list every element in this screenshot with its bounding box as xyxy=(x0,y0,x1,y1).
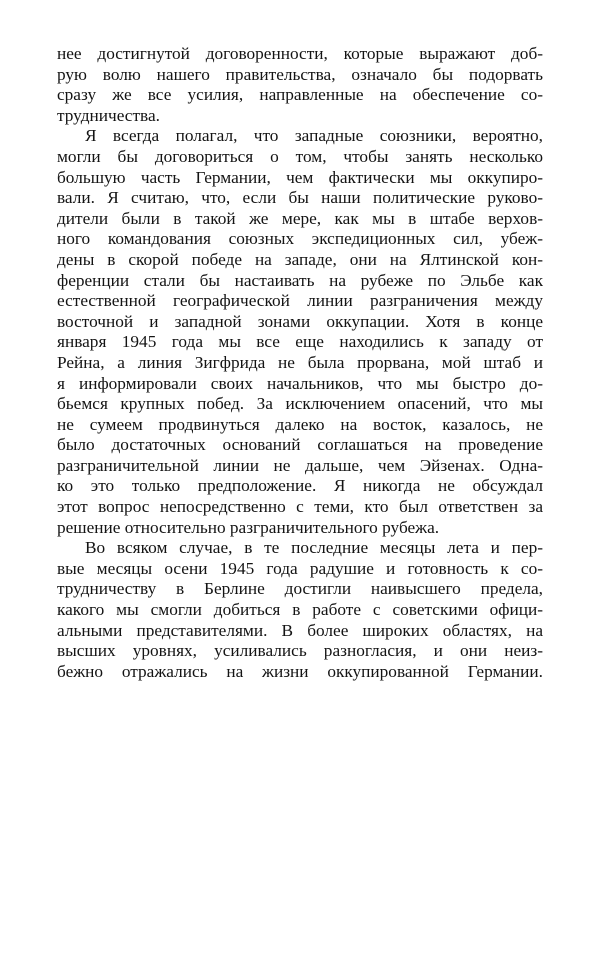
paragraph-2-line-6: ного командования союзных экспедиционных сил, убеж- xyxy=(57,229,543,249)
paragraph-2-line-12: Рейна, а линия Зигфрида не была прорвана, мой штаб и xyxy=(57,352,543,372)
paragraph-2-line-19: этот вопрос непосредственно с теми, кто был ответствен за xyxy=(57,497,543,517)
paragraph-2-line-5: дители были в такой же мере, как мы в штабе верхов- xyxy=(57,208,543,228)
paragraph-2-line-16: было достаточных оснований соглашаться на проведение xyxy=(57,435,543,455)
paragraph-1-line-1: нее достигнутой договоренности, которые выражают доб- xyxy=(57,44,543,63)
paragraph-2-line-17: разграничительной линии не дальше, чем Эйзенах. Одна- xyxy=(57,455,543,475)
paragraph-1-line-4: трудничества. xyxy=(57,105,160,125)
paragraph-2-line-20: решение относительно разграничительного рубежа. xyxy=(57,517,440,537)
paragraph-3-line-6: высших уровнях, усиливались разногласия, и они неиз- xyxy=(57,641,543,661)
paragraph-2-line-11: января 1945 года мы все еще находились к западу от xyxy=(57,332,543,352)
paragraph-2-line-13: я информировали своих начальников, что мы быстро до- xyxy=(57,373,543,393)
paragraph-3-line-2: вые месяцы осени 1945 года радушие и готовность к со- xyxy=(57,558,543,578)
paragraph-3-line-1: Во всяком случае, в те последние месяцы лета и пер- xyxy=(85,538,543,558)
paragraph-2-line-10: восточной и западной зонами оккупации. Хотя в конце xyxy=(57,311,543,331)
paragraph-2-line-1: Я всегда полагал, что западные союзники, вероятно, xyxy=(85,126,543,146)
paragraph-2-line-8: ференции стали бы настаивать на рубеже по Эльбе как xyxy=(57,270,543,290)
paragraph-3-line-7: бежно отражались на жизни оккупированной Германии. xyxy=(57,661,543,681)
paragraph-2-line-14: бьемся крупных побед. За исключением опасений, что мы xyxy=(57,394,543,414)
paragraph-2-line-4: вали. Я считаю, что, если бы наши политические руково- xyxy=(57,188,543,208)
paragraph-1-line-2: рую волю нашего правительства, означало бы подорвать xyxy=(57,64,543,84)
paragraph-3-line-4: какого мы смогли добиться в работе с советскими офици- xyxy=(57,600,543,620)
paragraph-2-line-9: естественной географической линии разграничения между xyxy=(57,291,543,311)
paragraph-3-line-5: альными представителями. В более широких областях, на xyxy=(57,620,543,640)
paragraph-2-line-2: могли бы договориться о том, чтобы занять несколько xyxy=(57,146,543,166)
paragraph-2-line-18: ко это только предположение. Я никогда не обсуждал xyxy=(57,476,543,496)
paragraph-1-line-3: сразу же все усилия, направленные на обеспечение со- xyxy=(57,85,543,105)
body-text xyxy=(57,44,543,682)
paragraph-3-line-3: трудничеству в Берлине достигли наивысшего предела, xyxy=(57,579,543,599)
paragraph-2-line-3: большую часть Германии, чем фактически мы оккупиро- xyxy=(57,167,543,187)
paragraph-2-line-7: дены в скорой победе на западе, они на Ялтинской кон- xyxy=(57,249,543,269)
paragraph-2-line-15: не сумеем продвинуться далеко на восток, казалось, не xyxy=(57,414,543,434)
